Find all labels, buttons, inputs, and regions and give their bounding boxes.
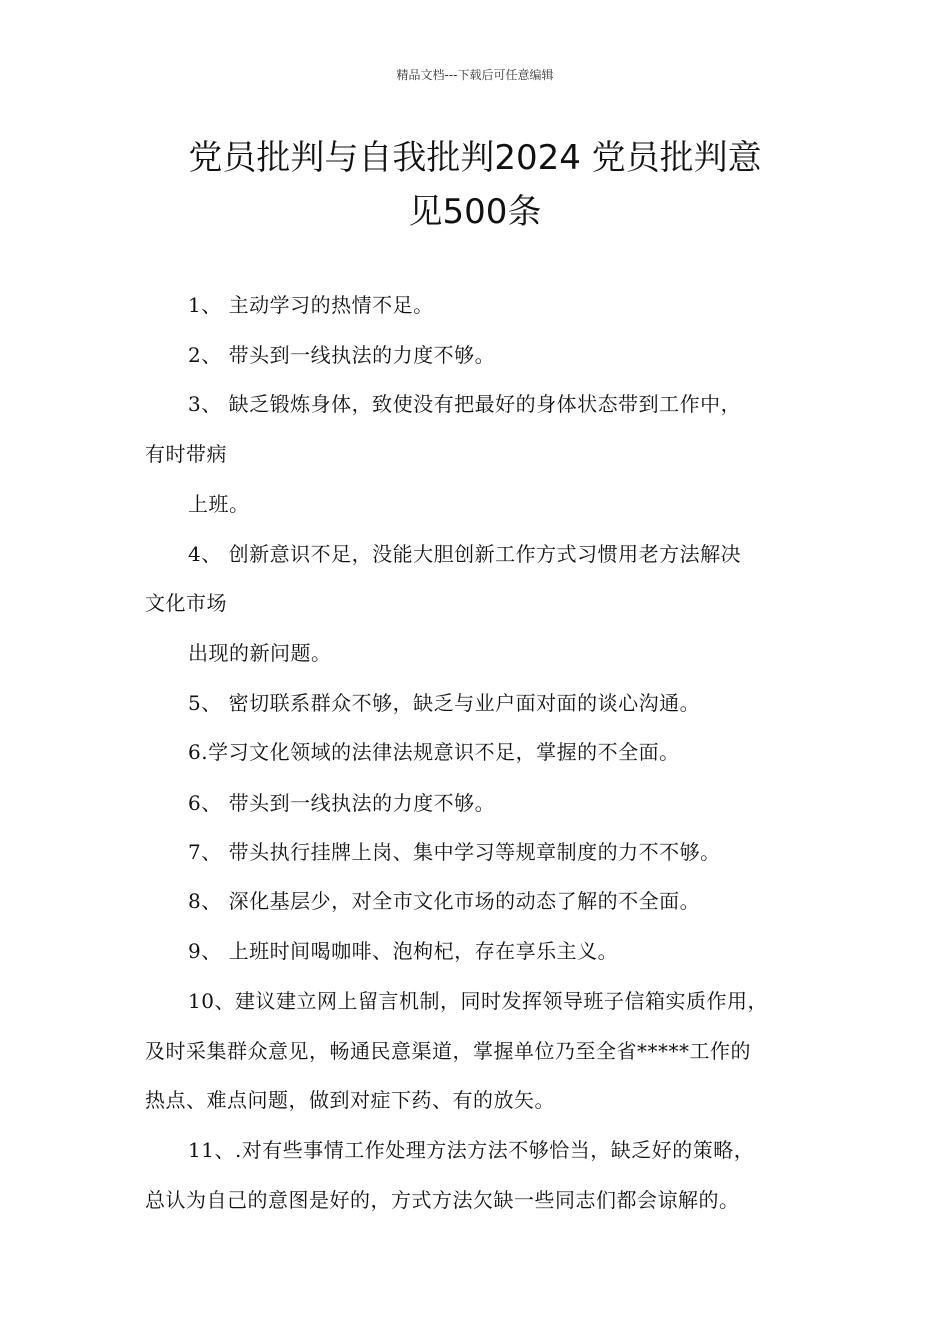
document-title-line-1: 党员批判与自我批判2024 党员批判意 xyxy=(188,138,762,178)
body-line: 出现的新问题。 xyxy=(188,641,332,665)
body-line: 有时带病 xyxy=(145,442,227,466)
body-line: 7、 带头执行挂牌上岗、集中学习等规章制度的力不不够。 xyxy=(188,840,721,864)
body-line: 9、 上班时间喝咖啡、泡枸杞，存在享乐主义。 xyxy=(188,939,619,963)
body-line: 8、 深化基层少，对全市文化市场的动态了解的不全面。 xyxy=(188,889,701,913)
body-line: 11、.对有些事情工作处理方法方法不够恰当，缺乏好的策略， xyxy=(188,1138,755,1162)
body-line: 5、 密切联系群众不够，缺乏与业户面对面的谈心沟通。 xyxy=(188,691,701,715)
body-line: 10、建议建立网上留言机制，同时发挥领导班子信箱实质作用， xyxy=(188,989,768,1013)
body-line: 2、 带头到一线执法的力度不够。 xyxy=(188,343,496,367)
body-line: 及时采集群众意见，畅通民意渠道，掌握单位乃至全省*****工作的 xyxy=(145,1039,751,1063)
body-line: 4、 创新意识不足，没能大胆创新工作方式习惯用老方法解决 xyxy=(188,542,742,566)
body-line: 总认为自己的意图是好的，方式方法欠缺一些同志们都会谅解的。 xyxy=(145,1188,740,1212)
body-line: 1、 主动学习的热情不足。 xyxy=(188,293,434,317)
page-header: 精品文档---下载后可任意编辑 xyxy=(396,68,554,82)
body-line: 上班。 xyxy=(188,492,250,516)
body-line: 6.学习文化领域的法律法规意识不足，掌握的不全面。 xyxy=(188,740,680,764)
body-line: 文化市场 xyxy=(145,591,227,615)
body-line: 3、 缺乏锻炼身体，致使没有把最好的身体状态带到工作中， xyxy=(188,392,742,416)
document-title-line-2: 见500条 xyxy=(408,192,542,232)
body-line: 6、 带头到一线执法的力度不够。 xyxy=(188,791,496,815)
body-line: 热点、难点问题，做到对症下药、有的放矢。 xyxy=(145,1088,555,1112)
